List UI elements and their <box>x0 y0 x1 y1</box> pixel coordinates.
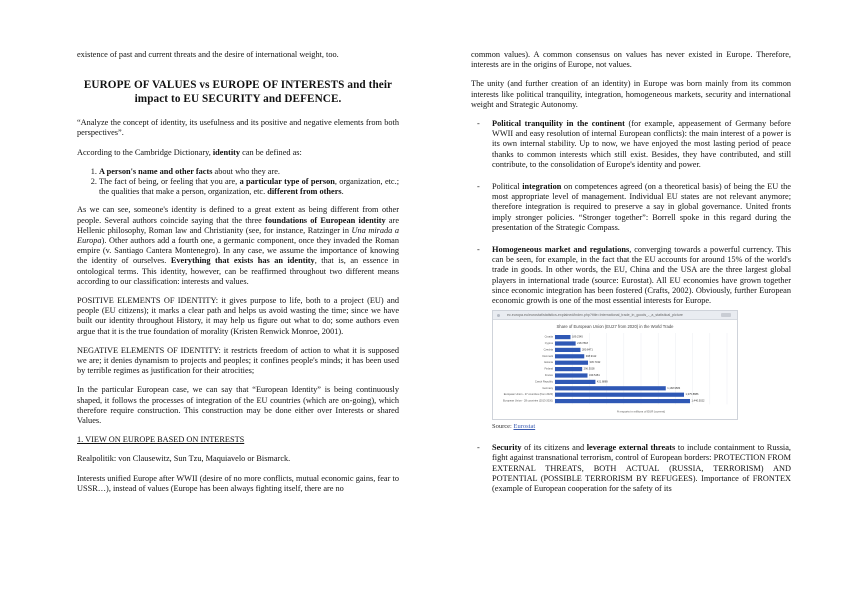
chart-data-label: 280.8471 <box>581 348 593 352</box>
trade-chart <box>493 320 737 419</box>
chart-bar <box>555 354 584 358</box>
chart-x-axis-label: % exports in millions of EUR (current) <box>616 409 666 414</box>
chart-category-label: Germany <box>542 387 553 391</box>
source-link[interactable]: Eurostat <box>513 423 536 431</box>
chart-data-label: 421.8889 <box>596 380 608 384</box>
chart-category-label: European Union - 28 countries (2013-2020) <box>502 399 553 403</box>
chart-title: Share of European Union (EU27 from 2020) in the World Trade <box>556 324 674 330</box>
negative-elements: NEGATIVE ELEMENTS OF IDENTITY: it restricts freedom of action to what it is supposed we are; it denies dynamism to projects and peoples; it confines people's minds; it has been used by terrible regimes as justification for their atrocities; <box>77 345 399 376</box>
continuation-text: common values). A common consensus on values has never existed in Europe. Therefore, interests are in the origins of Europe, not values. <box>471 50 791 70</box>
chart-data-label: 1,440.5022 <box>691 399 705 403</box>
chart-data-label: 308.9112 <box>585 355 597 359</box>
chart-bar <box>555 335 570 339</box>
identity-paragraph: As we can see, someone's identity is defined to a great extent as being different from other people. Several authors coincide saying that the three foundations of European identity are Hellenic philosophy, Roman law and Christianity (see, for instance, Ratzinger in Una mirada a Europa). Other authors add a fourth one, a germanic component, once they invaded the Roman empire (v. Santiago Cantera Montenegro). In any case, we assume the importance of knowing the identity of ourselves. Everything that exists has an identity, that is, an essence in ontological terms. This identity, however, can be reaffirmed throughout two different means according to our classification: interests and values. <box>77 205 400 286</box>
chart-bar <box>555 361 588 365</box>
browser-url: ec.europa.eu/eurostat/statistics-explained/index.php?title=International_trade_in_goods_-_a_statistical_picture <box>507 313 683 318</box>
chart-category-label: European Union - 27 countries (from 2020) <box>503 393 553 397</box>
realpolitik-text: Realpolitik: von Clausewitz, Sun Tzu, Maquiavelo or Bismarck. <box>77 454 291 464</box>
chart-source: Source: Eurostat <box>492 423 536 431</box>
prompt-text: “Analyze the concept of identity, its usefulness and its positive and negative elements from both perspectives”. <box>77 118 399 138</box>
chart-data-label: 345.7432 <box>589 361 601 365</box>
chart-category-label: Finland <box>544 367 553 371</box>
chart-data-label: 296.3028 <box>583 367 595 371</box>
chart-data-label: 1,168.9583 <box>667 387 681 391</box>
document-title <box>77 78 399 106</box>
definition-intro: According to the Cambridge Dictionary, identity can be defined as: <box>77 147 302 157</box>
chart-bar <box>555 348 580 352</box>
list-item-market: - Homogeneous market and regulations, converging towards a powerful currency. This can be seen, for example, in the fact that the EU accounts for around 15% of the world's trade in goods. In other words, the EU, China and the USA are the three largest global players in international trade (source: Eurostat). All EU economies have grown together since economic integration has been fostered (Crafts, 2002). Obviously, further European economic growth is one of the most essential interests for Europe. ec.europa.eu/eurostat/statistics-explained/index.php?title=International_trade_in_goods_-_a_statistical_picture Share of European Union (EU27 from 2020) in the World Trade Croatia 189.2345 Cyprus 218.7818 Czechia 280.8471 Denmark 308.9112 Estonia 345.7432 Finland 296.3028 France 349.5481 Czech Republic 421.8889 Germany 1,168.9583 European Union - 27 countries (from 2020) 1,375.8886 European Union - 28 countries (2013-2020) 1,440.5022 % exports in millions of EUR (current) Source: Eurostat <box>471 245 791 431</box>
chart-bar <box>555 393 684 397</box>
chart-category-label: Cyprus <box>544 342 553 346</box>
european-identity-paragraph: In the particular European case, we can say that “European Identity” is being continuously shaped, it follows the processes of integration of the EU countries (which are on-going), which therefore require construction. This construction may be done either over Interests or shared Values. <box>77 385 399 426</box>
chart-data-label: 349.5481 <box>589 374 600 378</box>
chart-screenshot <box>492 310 738 420</box>
list-item-integration: - Political integration on competences agreed (on a theoretical basis) of being the EU the most appropriate level of management. Individual EU states are not relevant anymore; therefore integration is required to preserve a say in global governance. United fronts imply stronger policies. “Stronger together”: Borrell spoke in this regard during the presentation of the Strategic Compass. <box>471 182 791 233</box>
chart-bar <box>555 342 576 346</box>
chart-bar <box>555 399 690 403</box>
chart-background <box>493 320 737 419</box>
page-right <box>424 0 848 599</box>
list-item-political-tranquility: - Political tranquility in the continent (for example, appeasement of Germany before WWII and easy resolution of internal European conflicts): the main interest of a power is its own internal stability. Up to now, we have enjoyed the most lasting period of peace thanks to common interests which still exist. Besides, they have contributed, and still contribute, to the consolidation of Europe's identity and power. <box>471 119 791 170</box>
browser-bar <box>493 311 737 320</box>
chart-bar <box>555 367 582 371</box>
browser-toolbar-icon <box>721 313 731 317</box>
chart-category-label: Croatia <box>544 335 553 339</box>
definition-item-1: 1. A person's name and other facts about who they are. <box>99 167 399 177</box>
right-column <box>471 50 791 506</box>
unity-paragraph: The unity (and further creation of an identity) in Europe was born mainly from its common interests like political tranquility, integration, homogeneous markets, security and international weight and Strategic Autonomy. <box>471 79 791 109</box>
chart-data-label: 218.7818 <box>577 342 588 346</box>
chart-category-label: Denmark <box>542 355 553 359</box>
interests-list <box>471 119 791 494</box>
left-column <box>77 50 399 503</box>
positive-elements: POSITIVE ELEMENTS OF IDENTITY: it gives purpose to life, both to a project (EU) and people (EU citizens); it marks a clear path and helps us avoid wasting the time; since we have built our identity throughout History, it may help us figure out what to do; some authors even argue that it is the true foundation of morality (Kristen Renwick Monroe, 2001). <box>77 296 399 336</box>
chart-bar <box>555 374 588 378</box>
chart-bar <box>555 386 666 390</box>
title-line-1: EUROPE OF VALUES vs EUROPE OF INTERESTS and their <box>83 79 393 92</box>
interests-paragraph: Interests unified Europe after WWII (desire of no more conflicts, mutual economic gains, fear to USSR…), instead of values (Europe has been always fighting itself, there are no <box>77 473 399 493</box>
chart-category-label: Czechia <box>543 348 553 352</box>
chart-category-label: Estonia <box>544 361 553 365</box>
chart-data-label: 1,375.8886 <box>685 393 699 397</box>
chart-data-label: 189.2345 <box>571 335 583 339</box>
definition-list <box>77 167 399 198</box>
list-item-security: - Security of its citizens and leverage external threats to include containment to Russia, fight against transnational terrorism, control of European borders: PROTECTION FROM EXTERNAL THREATS, BOTH ACTUAL (RUSSIA, TERRORISM) AND POTENTIAL (POSSIBLE TERRORISM BY REFUGEES). Importance of FRONTEX (example of European cooperation for the safety of its <box>471 443 791 494</box>
title-line-2: impact to EU SECURITY and DEFENCE. <box>134 93 342 106</box>
browser-dot-icon <box>497 314 500 317</box>
definition-item-2: 2. The fact of being, or feeling that you are, a particular type of person, organization, etc.; the qualities that make a person, organization, etc. different from others. <box>99 177 399 197</box>
intro-text: existence of past and current threats and the desire of international weight, too. <box>77 50 339 59</box>
chart-category-label: France <box>544 374 553 378</box>
chart-bar <box>555 380 595 384</box>
chart-category-label: Czech Republic <box>534 380 553 384</box>
section-heading-interests: 1. VIEW ON EUROPE BASED ON INTERESTS <box>77 435 245 445</box>
